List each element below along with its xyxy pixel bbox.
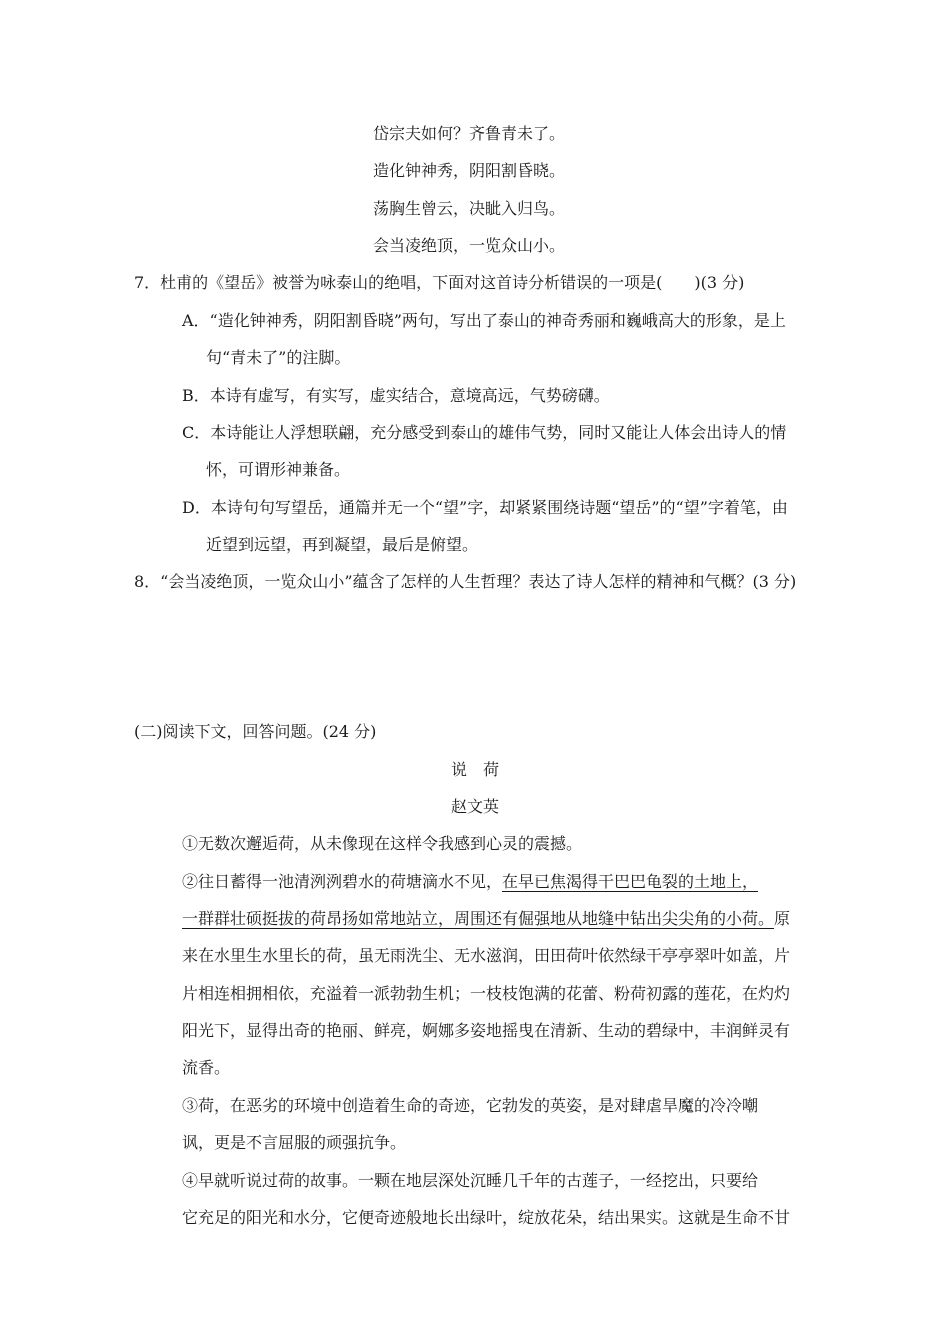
paragraph-2-line-4: 片相连相拥相依，充溢着一派勃勃生机；一枝枝饱满的花蕾、粉荷初露的莲花，在灼灼 (182, 984, 791, 1003)
question-8-stem: 8．“会当凌绝顶，一览众山小”蕴含了怎样的人生哲理？表达了诗人怎样的精神和气概？(3 分) (134, 572, 797, 591)
underlined-sentence-part-2: 一群群壮硕挺拔的荷昂扬如常地站立，周围还有倔强地从地缝中钻出尖尖角的小荷。 (182, 909, 775, 928)
option-a-line-1: A．“造化钟神秀，阴阳割昏晓”两句，写出了泰山的神奇秀丽和巍峨高大的形象，是上 (182, 311, 786, 330)
paragraph-1: ①无数次邂逅荷，从未像现在这样令我感到心灵的震撼。 (182, 834, 583, 853)
option-d-line-2: 近望到远望，再到凝望，最后是俯望。 (206, 535, 479, 554)
underlined-sentence-part-1: 在早已焦渴得干巴巴龟裂的土地上， (502, 872, 759, 891)
paragraph-2-line-2 (182, 909, 790, 929)
option-c-line-1: C．本诗能让人浮想联翩，充分感受到泰山的雄伟气势，同时又能让人体会出诗人的情 (182, 423, 787, 442)
option-d-line-1: D．本诗句句写望岳，通篇并无一个“望”字，却紧紧围绕诗题“望岳”的“望”字着笔，由 (182, 498, 788, 517)
paragraph-2-text: 原 (774, 909, 791, 928)
paragraph-4-line-1: ④早就听说过荷的故事。一颗在地层深处沉睡几千年的古莲子，一经挖出，只要给 (182, 1171, 759, 1190)
option-c-line-2: 怀，可谓形神兼备。 (206, 460, 351, 479)
article-author: 赵文英 (450, 797, 499, 816)
poem-line-4: 会当凌绝顶，一览众山小。 (373, 236, 566, 255)
poem-line-2: 造化钟神秀，阴阳割昏晓。 (373, 161, 566, 180)
poem-line-3: 荡胸生曾云，决眦入归鸟。 (373, 199, 566, 218)
section-2-heading: (二)阅读下文，回答问题。(24 分) (134, 722, 377, 741)
paragraph-2-line-5: 阳光下，显得出奇的艳丽、鲜亮，婀娜多姿地摇曳在清新、生动的碧绿中，丰润鲜灵有 (182, 1021, 791, 1040)
paragraph-4-line-2: 它充足的阳光和水分，它便奇迹般地长出绿叶，绽放花朵，结出果实。这就是生命不甘 (182, 1208, 791, 1227)
question-7-stem: 7．杜甫的《望岳》被誉为咏泰山的绝唱，下面对这首诗分析错误的一项是( )(3 分) (134, 273, 745, 292)
paragraph-2-text: ②往日蓄得一池清洌洌碧水的荷塘滴水不见， (182, 872, 503, 891)
paragraph-2-line-1 (182, 872, 758, 892)
option-a-line-2: 句“青未了”的注脚。 (206, 348, 351, 367)
paragraph-2-line-6: 流香。 (182, 1058, 231, 1077)
article-title: 说 荷 (450, 760, 499, 779)
paragraph-2-line-3: 来在水里生水里长的荷，虽无雨洗尘、无水滋润，田田荷叶依然绿干亭亭翠叶如盖，片 (182, 946, 791, 965)
option-b: B．本诗有虚写，有实写，虚实结合，意境高远，气势磅礴。 (182, 386, 610, 405)
paragraph-3-line-2: 讽，更是不言屈服的顽强抗争。 (182, 1133, 407, 1152)
poem-line-1: 岱宗夫如何？齐鲁青未了。 (373, 124, 566, 143)
paragraph-3-line-1: ③荷，在恶劣的环境中创造着生命的奇迹，它勃发的英姿，是对肆虐旱魔的冷冷嘲 (182, 1096, 759, 1115)
